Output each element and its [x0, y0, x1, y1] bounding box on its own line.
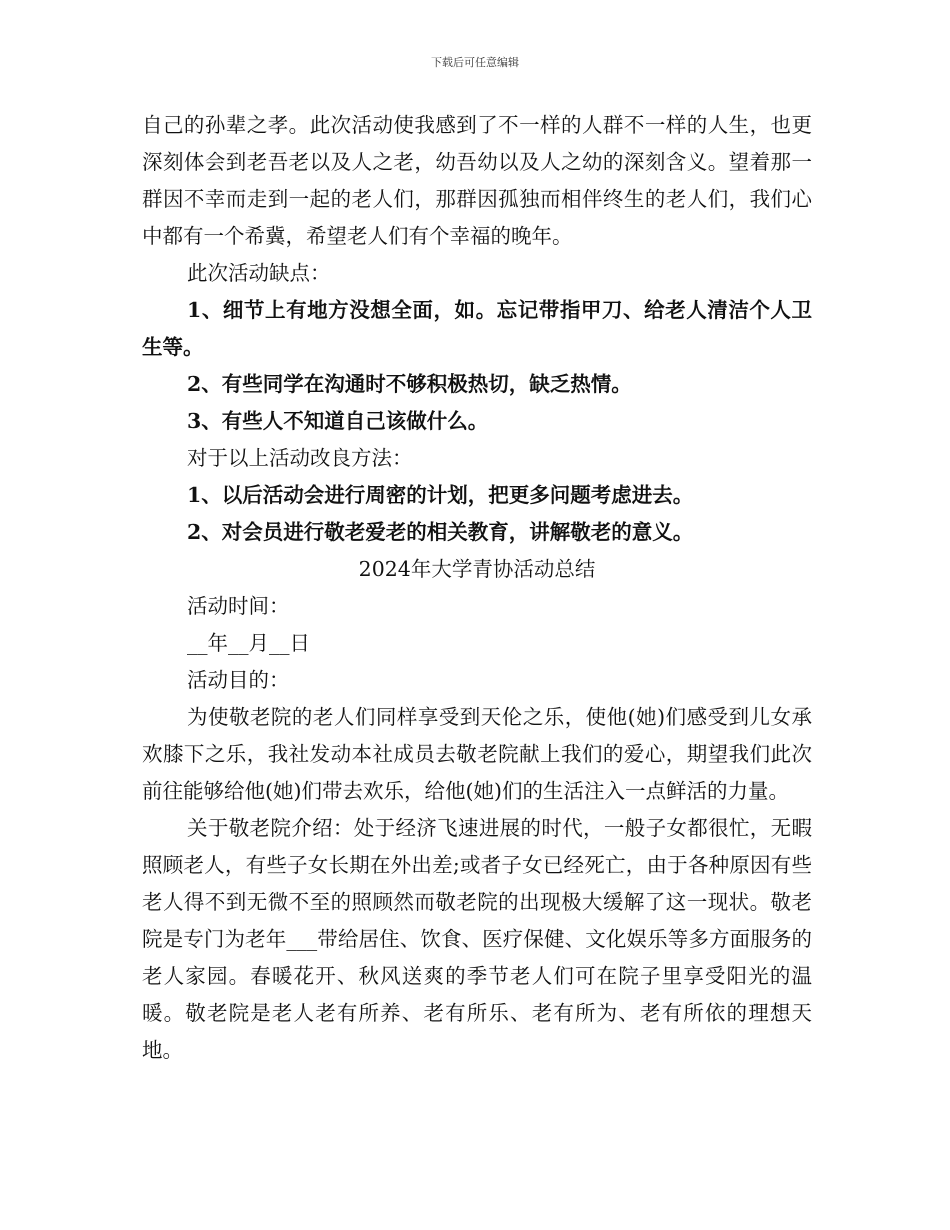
activity-time-label: 活动时间：: [187, 594, 290, 618]
activity-purpose-label: 活动目的：: [187, 668, 290, 692]
shortcoming-item-1: 1、细节上有地方没想全面，如。忘记带指甲刀、给老人清洁个人卫生等。: [142, 298, 812, 359]
activity-time-value: __年__月__日: [187, 631, 310, 655]
shortcoming-item-2: 2、有些同学在沟通时不够积极热切，缺乏热情。: [187, 372, 632, 396]
section-title: 2024年大学青协活动总结: [358, 557, 596, 581]
document-body: [142, 107, 812, 1069]
page-header: 下载后可任意编辑: [431, 56, 519, 69]
nursing-home-intro: 关于敬老院介绍：处于经济飞速进展的时代，一般子女都很忙，无暇照顾老人，有些子女长期在外出差;或者子女已经死亡，由于各种原因有些老人得不到无微不至的照顾然而敬老院的出现极大缓解了这一现状。敬老院是专门为老年___带给居住、饮食、医疗保健、文化娱乐等多方面服务的老人家园。春暖花开、秋风送爽的季节老人们可在院子里享受阳光的温暖。敬老院是老人老有所养、老有所乐、老有所为、老有所依的理想天地。: [142, 816, 812, 1062]
improvement-heading: 对于以上活动改良方法：: [187, 446, 413, 470]
shortcoming-item-3: 3、有些人不知道自己该做什么。: [187, 409, 489, 433]
improvement-item-2: 2、对会员进行敬老爱老的相关教育，讲解敬老的意义。: [187, 520, 694, 544]
shortcomings-heading: 此次活动缺点：: [187, 261, 331, 285]
activity-purpose-text: 为使敬老院的老人们同样享受到天伦之乐，使他(她)们感受到儿女承欢膝下之乐，我社发动本社成员去敬老院献上我们的爱心，期望我们此次前往能够给他(她)们带去欢乐，给他(她)们的生活注入一点鲜活的力量。: [142, 705, 812, 803]
improvement-item-1: 1、以后活动会进行周密的计划，把更多问题考虑进去。: [187, 483, 694, 507]
paragraph-reflection: 自己的孙辈之孝。此次活动使我感到了不一样的人群不一样的人生，也更深刻体会到老吾老以及人之老，幼吾幼以及人之幼的深刻含义。望着那一群因不幸而走到一起的老人们，那群因孤独而相伴终生的老人们，我们心中都有一个希冀，希望老人们有个幸福的晚年。: [142, 113, 812, 248]
